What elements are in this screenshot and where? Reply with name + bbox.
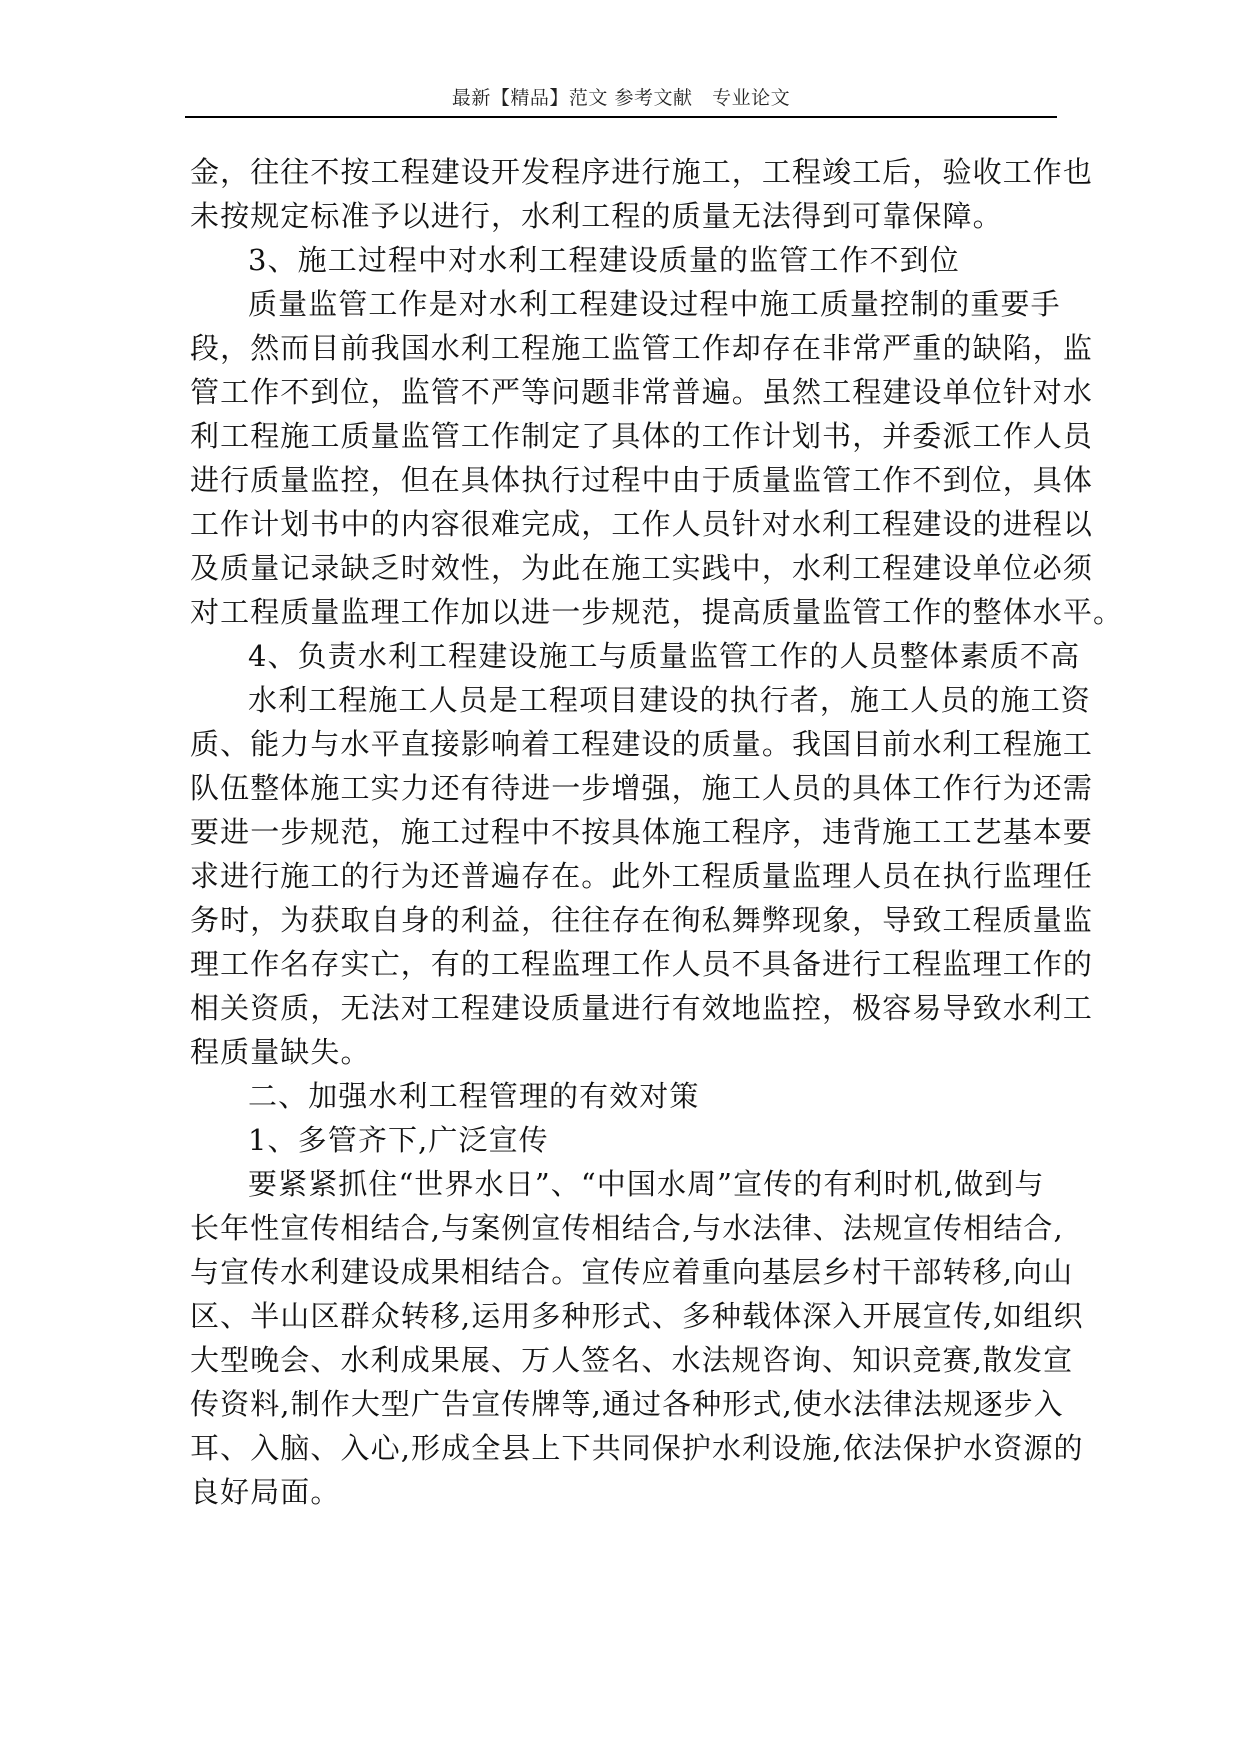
text-line: 管工作不到位，监管不严等问题非常普遍。虽然工程建设单位针对水 [190, 375, 1094, 409]
text-line: 进行质量监控，但在具体执行过程中由于质量监管工作不到位，具体 [190, 463, 1094, 497]
text-line: 未按规定标准予以进行，水利工程的质量无法得到可靠保障。 [190, 199, 1003, 233]
page-header [185, 86, 1057, 118]
text-line: 及质量记录缺乏时效性，为此在施工实践中，水利工程建设单位必须 [190, 551, 1094, 585]
text-line: 利工程施工质量监管工作制定了具体的工作计划书，并委派工作人员 [190, 419, 1094, 453]
document-body [190, 150, 1124, 1514]
text-line: 段，然而目前我国水利工程施工监管工作却存在非常严重的缺陷，监 [190, 331, 1094, 365]
text-line: 对工程质量监理工作加以进一步规范，提高质量监管工作的整体水平。 [190, 595, 1124, 629]
text-line: 长年性宣传相结合,与案例宣传相结合,与水法律、法规宣传相结合, [190, 1211, 1064, 1245]
text-line: 质、能力与水平直接影响着工程建设的质量。我国目前水利工程施工 [190, 727, 1094, 761]
text-line: 金，往往不按工程建设开发程序进行施工，工程竣工后，验收工作也 [190, 155, 1094, 189]
text-line: 要紧紧抓住“世界水日”、“中国水周”宣传的有利时机,做到与 [248, 1167, 1045, 1201]
text-line: 求进行施工的行为还普遍存在。此外工程质量监理人员在执行监理任 [190, 859, 1094, 893]
text-line: 4、负责水利工程建设施工与质量监管工作的人员整体素质不高 [248, 639, 1081, 673]
text-line: 理工作名存实亡，有的工程监理工作人员不具备进行工程监理工作的 [190, 947, 1094, 981]
text-line: 与宣传水利建设成果相结合。宣传应着重向基层乡村干部转移,向山 [190, 1255, 1074, 1289]
text-line: 工作计划书中的内容很难完成，工作人员针对水利工程建设的进程以 [190, 507, 1094, 541]
text-line: 耳、入脑、入心,形成全县上下共同保护水利设施,依法保护水资源的 [190, 1431, 1084, 1465]
text-line: 二、加强水利工程管理的有效对策 [248, 1079, 700, 1113]
text-line: 队伍整体施工实力还有待进一步增强，施工人员的具体工作行为还需 [190, 771, 1094, 805]
text-line: 务时，为获取自身的利益，往往存在徇私舞弊现象，导致工程质量监 [190, 903, 1094, 937]
text-line: 3、施工过程中对水利工程建设质量的监管工作不到位 [248, 243, 960, 277]
text-line: 程质量缺失。 [190, 1035, 371, 1069]
text-line: 相关资质，无法对工程建设质量进行有效地监控，极容易导致水利工 [190, 991, 1094, 1025]
text-line: 1、多管齐下,广泛宣传 [248, 1123, 549, 1157]
text-line: 质量监管工作是对水利工程建设过程中施工质量控制的重要手 [248, 287, 1061, 321]
text-line: 区、半山区群众转移,运用多种形式、多种载体深入开展宣传,如组织 [190, 1299, 1084, 1333]
text-line: 大型晚会、水利成果展、万人签名、水法规咨询、知识竞赛,散发宣 [190, 1343, 1074, 1377]
header-text: 最新【精品】范文 参考文献 专业论文 [451, 87, 791, 109]
text-line: 要进一步规范，施工过程中不按具体施工程序，违背施工工艺基本要 [190, 815, 1094, 849]
text-line: 良好局面。 [190, 1475, 341, 1509]
text-line: 传资料,制作大型广告宣传牌等,通过各种形式,使水法律法规逐步入 [190, 1387, 1064, 1421]
text-line: 水利工程施工人员是工程项目建设的执行者，施工人员的施工资 [248, 683, 1091, 717]
